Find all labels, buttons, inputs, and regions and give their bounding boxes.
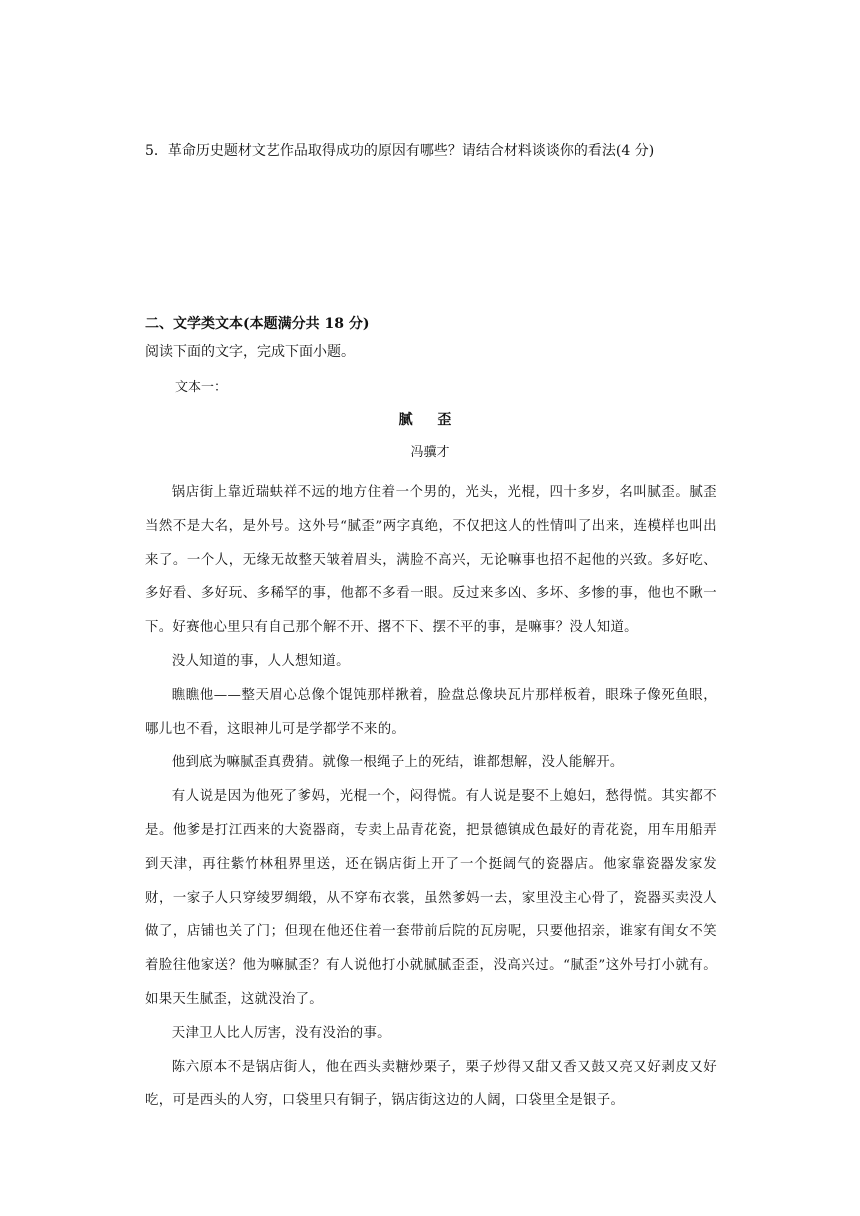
article-paragraph: 瞧瞧他——整天眉心总像个馄饨那样揪着，脸盘总像块瓦片那样板着，眼珠子像死鱼眼，哪儿也不看，这眼神儿可是学都学不来的。 [145, 687, 717, 737]
article-paragraph: 锅店街上靠近瑞蚨祥不远的地方住着一个男的，光头，光棍，四十多岁，名叫腻歪。腻歪当然不是大名，是外号。这外号“腻歪”两字真绝，不仅把这人的性情叫了出来，连模样也叫出来了。一个人，无缘无故整天皱着眉头，满脸不高兴，无论嘛事也招不起他的兴致。多好吃、多好看、多好玩、多稀罕的事，他都不多看一眼。反过来多凶、多坏、多惨的事，他也不瞅一下。好赛他心里只有自己那个解不开、撂不下、摆不平的事，是嘛事？没人知道。 [145, 485, 717, 636]
section-heading: 二、文学类文本(本题满分共 18 分) [145, 316, 370, 332]
article-paragraph: 有人说是因为他死了爹妈，光棍一个，闷得慌。有人说是娶不上媳妇，愁得慌。其实都不是。他爹是打江西来的大瓷器商，专卖上品青花瓷，把景德镇成色最好的青花瓷，用车用船弄到天津，再往紫竹林租界里送，还在锅店街上开了一个挺阔气的瓷器店。他家靠瓷器发家发财，一家子人只穿绫罗绸缎，从不穿布衣裳，虽然爹妈一去，家里没主心骨了，瓷器买卖没人做了，店铺也关了门；但现在他还住着一套带前后院的瓦房呢，只要他招亲，谁家有闺女不笑着脸往他家送？他为嘛腻歪？有人说他打小就腻腻歪歪，没高兴过。“腻歪”这外号打小就有。如果天生腻歪，这就没治了。 [145, 789, 717, 1007]
article-author: 冯骥才 [410, 445, 450, 460]
article-paragraph: 天津卫人比人厉害，没有没治的事。 [171, 1025, 391, 1041]
article-body [145, 476, 717, 1118]
article-title: 腻 歪 [398, 412, 462, 428]
article-paragraph: 陈六原本不是锅店街人，他在西头卖糖炒栗子，栗子炒得又甜又香又鼓又亮又好剥皮又好吃，可是西头的人穷，口袋里只有铜子，锅店街这边的人阔，口袋里全是银子。 [145, 1059, 717, 1109]
reading-instruction: 阅读下面的文字，完成下面小题。 [145, 344, 355, 360]
article-paragraph: 他到底为嘛腻歪真费猜。就像一根绳子上的死结，谁都想解，没人能解开。 [171, 755, 624, 771]
question-5-text: 5．革命历史题材文艺作品取得成功的原因有哪些？请结合材料谈谈你的看法(4 分) [145, 143, 655, 159]
text-one-label: 文本一： [175, 380, 228, 395]
article-paragraph: 没人知道的事，人人想知道。 [171, 653, 350, 669]
